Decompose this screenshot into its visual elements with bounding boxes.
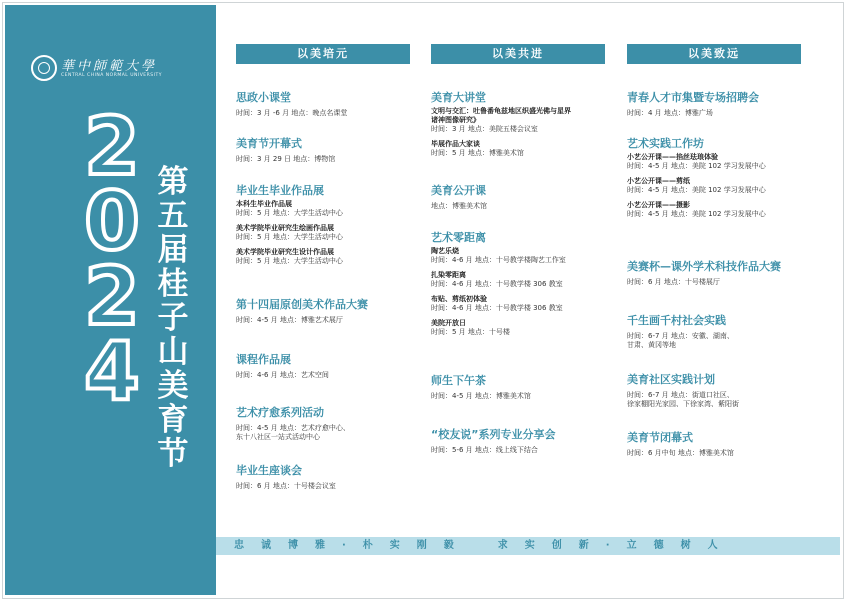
event-title: “校友说”系列专业分享会 — [431, 428, 556, 441]
event — [627, 373, 812, 409]
event — [236, 298, 421, 325]
event-title: 思政小课堂 — [236, 91, 291, 104]
event — [627, 260, 812, 287]
event — [236, 137, 421, 164]
festival-char: 届 — [157, 232, 189, 268]
event-title: 艺术零距离 — [431, 231, 486, 244]
sub-event-title: 美院开放日 — [431, 319, 466, 327]
sub-event-detail: 时间：5 月 地点：博雅美术馆 — [431, 149, 524, 157]
festival-char: 育 — [157, 402, 189, 438]
event-detail: 时间：4-5 月 地点：博雅艺术展厅 — [236, 316, 343, 324]
event-title: 美育节闭幕式 — [627, 431, 693, 444]
festival-char: 山 — [157, 334, 189, 370]
event — [236, 91, 421, 118]
motto-bar: 忠诚博雅·朴实刚毅 求实创新·立德树人 — [216, 537, 840, 555]
sub-event-title: 小艺公开课——剪纸 — [627, 177, 690, 185]
sub-event-title: 小艺公开课——摄影 — [627, 201, 690, 209]
event-title: 艺术实践工作坊 — [627, 137, 704, 150]
year-digit: 2 — [84, 100, 140, 193]
event-title: 第十四届原创美术作品大赛 — [236, 298, 368, 311]
festival-char: 五 — [157, 198, 189, 234]
festival-char: 子 — [157, 300, 189, 336]
sub-event-title: 美术学院毕业研究生设计作品展 — [236, 248, 334, 256]
event-title: 艺术疗愈系列活动 — [236, 406, 324, 419]
university-name-cn: 華中師範大學 — [61, 59, 158, 74]
year-digit: 4 — [84, 325, 140, 418]
event-detail: 时间：6-7 月 地点：安徽、湖南、 — [627, 332, 734, 340]
year-2024 — [77, 100, 147, 418]
year-digit: 0 — [84, 175, 140, 268]
event-title: 美育社区实践计划 — [627, 373, 715, 386]
sidebar-banner — [5, 5, 216, 595]
sub-event-detail: 时间：4-5 月 地点：美院 102 学习发展中心 — [627, 162, 766, 170]
event-detail: 徐家棚阳光家园、下徐家湾、紫阳街 — [627, 400, 739, 408]
event — [431, 231, 616, 337]
sub-event-title: 布贴、剪纸初体验 — [431, 295, 487, 303]
festival-char: 第 — [157, 164, 189, 200]
sub-event-title: 美术学院毕业研究生绘画作品展 — [236, 224, 334, 232]
column-yimei-gongjin — [431, 44, 605, 454]
event — [236, 464, 421, 491]
university-seal-icon — [31, 55, 57, 81]
event — [236, 406, 421, 442]
sub-event-title: 小艺公开课——掐丝珐琅体验 — [627, 153, 718, 161]
event-detail: 时间：4-5 月 地点：艺术疗愈中心、 — [236, 424, 350, 432]
column-yimei-zhiyuan — [627, 44, 801, 457]
event-title: 千生画千村社会实践 — [627, 314, 726, 327]
festival-char: 桂 — [157, 266, 189, 302]
sub-event-title: 诸神图像研究》 — [431, 116, 480, 124]
sub-event-detail: 时间：5 月 地点：大学生活动中心 — [236, 257, 343, 265]
sub-event-title: 文明与交汇：吐鲁番龟兹地区织盛光佛与星界 — [431, 107, 571, 115]
sub-event-detail: 时间：4-6 月 地点：十号教学楼 306 教室 — [431, 304, 563, 312]
event — [431, 428, 616, 455]
sub-event-title: 陶艺乐烧 — [431, 247, 459, 255]
festival-char: 节 — [157, 436, 189, 472]
event — [431, 184, 616, 211]
event-title: 毕业生毕业作品展 — [236, 184, 324, 197]
event — [627, 314, 812, 350]
column-yimei-peiyuan — [236, 44, 410, 490]
sub-event-detail: 时间：4-6 月 地点：十号教学楼陶艺工作室 — [431, 256, 566, 264]
event-detail: 时间：6 月中旬 地点：博雅美术馆 — [627, 449, 734, 457]
event — [236, 184, 421, 266]
event — [236, 353, 421, 380]
event-detail: 时间：6 月 地点：十号楼会议室 — [236, 482, 336, 490]
column-header: 以美培元 — [236, 44, 410, 64]
event-detail: 东十八社区一站式活动中心 — [236, 433, 320, 441]
sub-event-detail: 时间：5 月 地点：大学生活动中心 — [236, 209, 343, 217]
event-detail: 甘肃、黄冈等地 — [627, 341, 676, 349]
event-detail: 时间：5-6 月 地点：线上线下结合 — [431, 446, 538, 454]
event-title: 美育公开课 — [431, 184, 486, 197]
event-detail: 地点：博雅美术馆 — [431, 202, 487, 210]
event-title: 青春人才市集暨专场招聘会 — [627, 91, 759, 104]
event-detail: 时间：3 月 29 日 地点：博物馆 — [236, 155, 336, 163]
event-title: 美育节开幕式 — [236, 137, 302, 150]
sub-event-title: 扎染零距离 — [431, 271, 466, 279]
sub-event-title: 毕展作品大家谈 — [431, 140, 480, 148]
event-detail: 时间：4 月 地点：博雅广场 — [627, 109, 713, 117]
sub-event-detail: 时间：3 月 地点：美院五楼会议室 — [431, 125, 538, 133]
sub-event-title: 本科生毕业作品展 — [236, 200, 292, 208]
sub-event-detail: 时间：5 月 地点：十号楼 — [431, 328, 510, 336]
event-title: 师生下午茶 — [431, 374, 486, 387]
year-digit: 2 — [84, 250, 140, 343]
event — [627, 431, 812, 458]
event-detail: 时间：4-5 月 地点：博雅美术馆 — [431, 392, 531, 400]
university-name-en: CENTRAL CHINA NORMAL UNIVERSITY — [61, 73, 162, 78]
sub-event-detail: 时间：5 月 地点：大学生活动中心 — [236, 233, 343, 241]
event-title: 课程作品展 — [236, 353, 291, 366]
sub-event-detail: 时间：4-6 月 地点：十号教学楼 306 教室 — [431, 280, 563, 288]
festival-char: 美 — [157, 368, 189, 404]
column-header: 以美致远 — [627, 44, 801, 64]
sub-event-detail: 时间：4-5 月 地点：美院 102 学习发展中心 — [627, 186, 766, 194]
event — [431, 91, 616, 158]
event-detail: 时间：4-6 月 地点：艺术空间 — [236, 371, 329, 379]
column-header: 以美共进 — [431, 44, 605, 64]
event — [431, 374, 616, 401]
event-detail: 时间：3 月 -6 月 地点：晚点名课堂 — [236, 109, 348, 117]
sub-event-detail: 时间：4-5 月 地点：美院 102 学习发展中心 — [627, 210, 766, 218]
festival-title — [155, 165, 191, 471]
event — [627, 137, 812, 219]
event-title: 毕业生座谈会 — [236, 464, 302, 477]
event-detail: 时间：6 月 地点：十号楼展厅 — [627, 278, 720, 286]
event-title: 美育大讲堂 — [431, 91, 486, 104]
event-detail: 时间：6-7 月 地点：街道口社区、 — [627, 391, 734, 399]
event-title: 美赛杯—课外学术科技作品大赛 — [627, 260, 781, 273]
event — [627, 91, 812, 118]
